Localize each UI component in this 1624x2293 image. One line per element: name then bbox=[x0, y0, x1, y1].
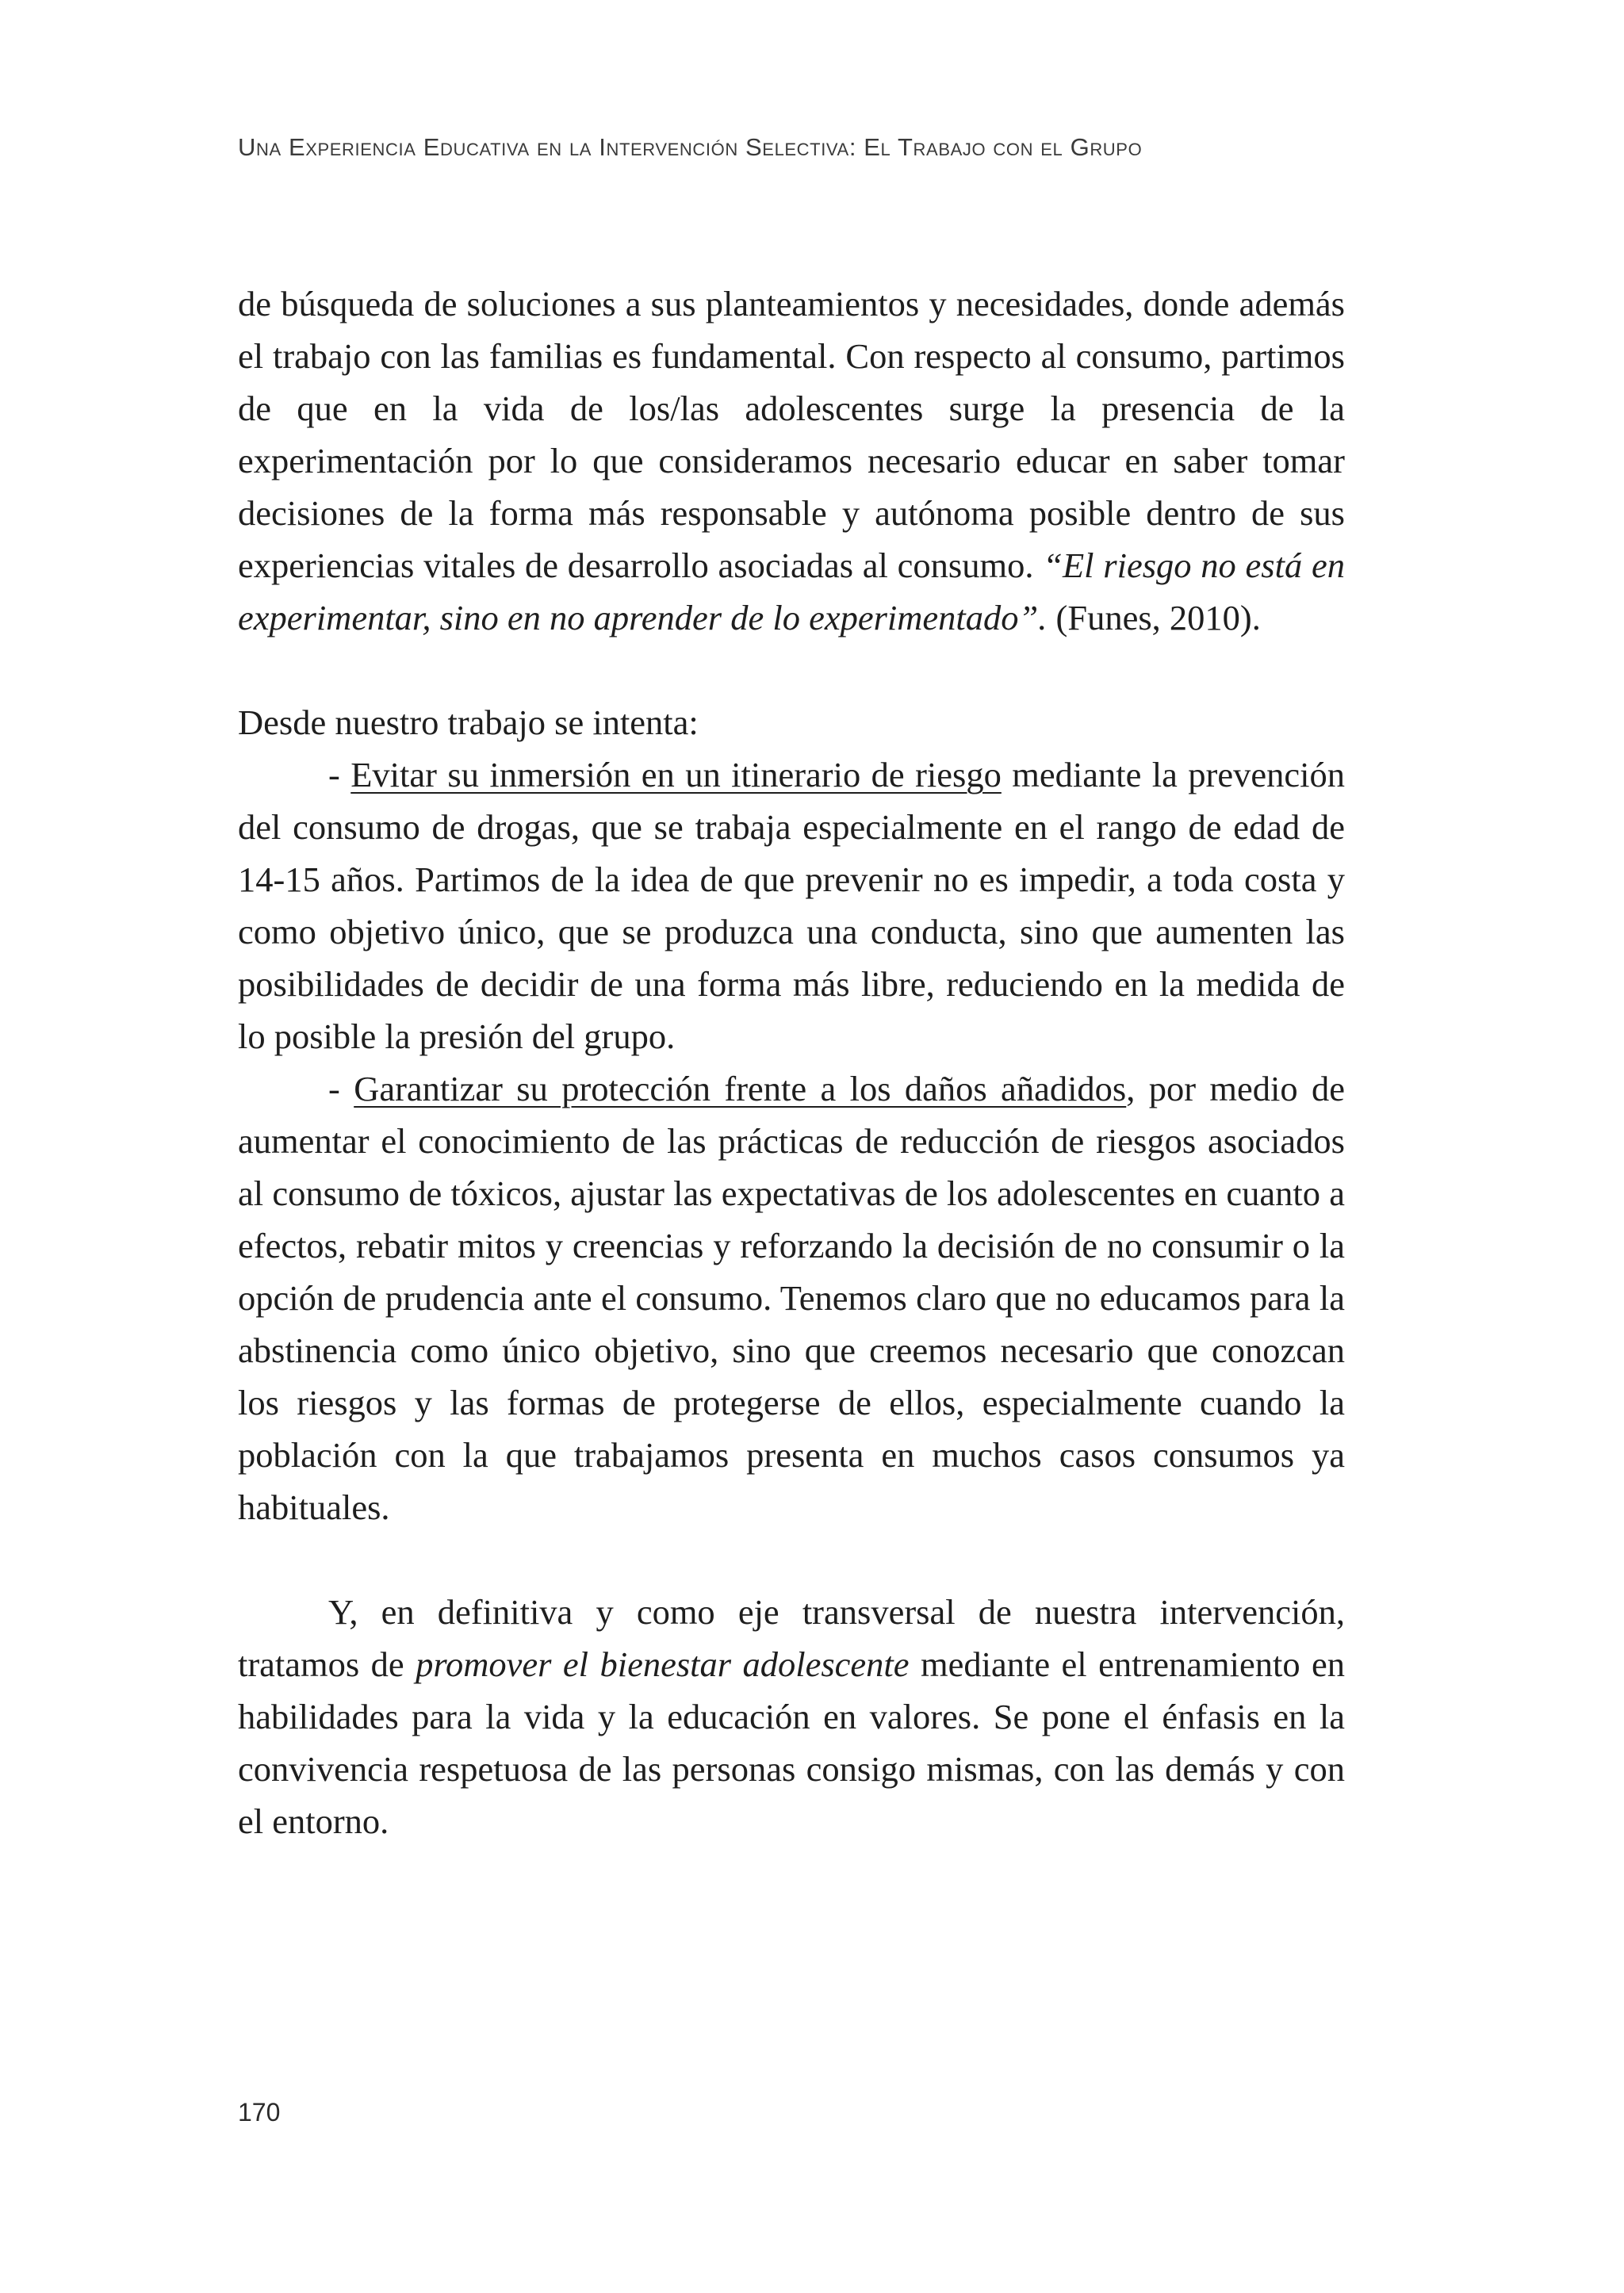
objective-1-title: Evitar su inmersión en un itinerario de riesgo bbox=[350, 755, 1002, 794]
paragraph-conclusion bbox=[238, 1586, 1345, 1847]
conclusion-emphasis: promover el bienestar adolescente bbox=[416, 1644, 910, 1684]
objective-1-text: mediante la prevención del consumo de drogas, que se trabaja especialmente en el rango de edad de 14-15 años. Partimos de la idea de que prevenir no es impedir, a toda costa y como objetivo único, que se produzca una conducta, sino que aumenten las posibilidades de decidir de una forma más libre, reduciendo en la medida de lo posible la presión del grupo. bbox=[238, 755, 1345, 1056]
objective-item-1 bbox=[238, 748, 1345, 1062]
objective-2-title: Garantizar su protección frente a los daños añadidos bbox=[354, 1069, 1127, 1108]
objective-dash: - bbox=[328, 755, 340, 794]
paragraph-intro-text: de búsqueda de soluciones a sus planteamientos y necesidades, donde además el trabajo con las familias es fundamental. Con respecto al consumo, partimos de que en la vida de los/las adolescentes surge la presencia de la experimentación por lo que consideramos necesario educar en saber tomar decisiones de la forma más responsable y autónoma posible dentro de sus experiencias vitales de desarrollo asociadas al consumo. bbox=[238, 284, 1345, 585]
objective-2-text: , por medio de aumentar el conocimiento de las prácticas de reducción de riesgos asociados al consumo de tóxicos, ajustar las expectativas de los adolescentes en cuanto a efectos, rebatir mitos y creencias y reforzando la decisión de no consumir o la opción de prudencia ante el consumo. Tenemos claro que no educamos para la abstinencia como único objetivo, sino que creemos necesario que conozcan los riesgos y las formas de protegerse de ellos, especialmente cuando la población con la que trabajamos presenta en muchos casos consumos ya habituales. bbox=[238, 1069, 1345, 1527]
conclusion-text-end: mediante el entrenamiento en habilidades para la vida y la educación en valores. Se pone el énfasis en la convivencia respetuosa de las personas consigo mismas, con las demás y con el entorno. bbox=[238, 1644, 1346, 1841]
paragraph-gap bbox=[238, 1533, 1345, 1586]
running-header: Una Experiencia Educativa en la Intervención Selectiva: El Trabajo con el Grupo bbox=[238, 133, 1143, 161]
body-text bbox=[238, 278, 1345, 1847]
objective-item-2 bbox=[238, 1062, 1345, 1533]
paragraph-intro bbox=[238, 278, 1345, 644]
objective-dash: - bbox=[328, 1069, 340, 1108]
citation: (Funes, 2010). bbox=[1055, 598, 1261, 637]
paragraph-gap bbox=[238, 644, 1345, 696]
conclusion-text-start: Y, en definitiva y como eje transversal de nuestra intervención, tratamos de bbox=[238, 1592, 1345, 1684]
page-number: 170 bbox=[238, 2098, 281, 2126]
quote-text: “El riesgo no está en experimentar, sino en no aprender de lo experimentado”. bbox=[238, 545, 1345, 637]
paragraph-objectives-intro: Desde nuestro trabajo se intenta: bbox=[238, 702, 699, 742]
